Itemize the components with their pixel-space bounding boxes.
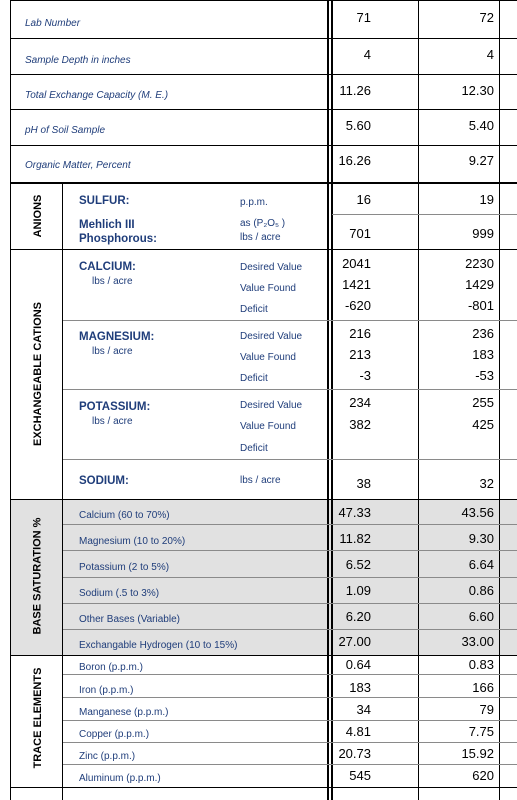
magnesium-desired-2: 236 <box>472 326 494 341</box>
trace-zinc-label: Zinc (p.p.m.) <box>79 751 136 762</box>
sample-depth-value-2: 4 <box>486 47 494 62</box>
magnesium-label: MAGNESIUM: <box>79 331 155 343</box>
base-saturation-side-label: BASE SATURATION % <box>31 517 44 635</box>
ph-label: pH of Soil Sample <box>25 125 106 136</box>
magnesium-deficit-1: -3 <box>359 368 371 383</box>
trace-boron-label: Boron (p.p.m.) <box>79 662 143 673</box>
trace-aluminum-value-1: 545 <box>349 768 371 783</box>
trace-manganese-value-2: 79 <box>479 702 494 717</box>
potassium-found-2: 425 <box>472 417 494 432</box>
trace-zinc-value-1: 20.73 <box>338 746 371 761</box>
magnesium-unit: lbs / acre <box>92 346 133 357</box>
bs-other-label: Other Bases (Variable) <box>79 614 180 625</box>
label-value-divider-1 <box>327 0 329 800</box>
potassium-found-label: Value Found <box>240 421 296 432</box>
bs-sodium-value-2: 0.86 <box>468 583 494 598</box>
sodium-label: SODIUM: <box>79 475 129 487</box>
calcium-deficit-label: Deficit <box>240 304 268 315</box>
lab-number-value-2: 72 <box>479 10 494 25</box>
phosphorous-unit-2: lbs / acre <box>240 232 281 243</box>
bs-magnesium-label: Magnesium (10 to 20%) <box>79 536 186 547</box>
trace-copper-label: Copper (p.p.m.) <box>79 729 150 740</box>
phosphorous-label-1: Mehlich III <box>79 219 135 231</box>
exchange-capacity-value-1: 11.26 <box>339 83 371 98</box>
trace-aluminum-label: Aluminum (p.p.m.) <box>79 773 161 784</box>
magnesium-desired-label: Desired Value <box>240 331 303 342</box>
sodium-value-2: 32 <box>479 476 494 491</box>
sodium-unit: lbs / acre <box>240 475 281 486</box>
organic-matter-value-2: 9.27 <box>468 153 494 168</box>
trace-copper-value-1: 4.81 <box>345 724 371 739</box>
bs-magnesium-value-1: 11.82 <box>339 531 371 546</box>
trace-iron-value-1: 183 <box>349 680 371 695</box>
bs-calcium-value-2: 43.56 <box>461 505 494 520</box>
calcium-deficit-2: -801 <box>467 298 494 313</box>
potassium-desired-label: Desired Value <box>240 400 303 411</box>
magnesium-found-2: 183 <box>472 347 494 362</box>
magnesium-deficit-2: -53 <box>475 368 494 383</box>
magnesium-found-1: 213 <box>349 347 371 362</box>
organic-matter-label: Organic Matter, Percent <box>25 160 131 171</box>
calcium-unit: lbs / acre <box>92 276 133 287</box>
lab-number-label: Lab Number <box>25 18 81 29</box>
bs-potassium-value-1: 6.52 <box>345 557 371 572</box>
bs-calcium-value-1: 47.33 <box>338 505 371 520</box>
potassium-label: POTASSIUM: <box>79 401 151 413</box>
trace-zinc-value-2: 15.92 <box>461 746 494 761</box>
value-column-divider-2 <box>499 0 500 800</box>
trace-aluminum-value-2: 620 <box>472 768 494 783</box>
label-value-divider-2 <box>331 0 333 800</box>
bs-hydrogen-value-2: 33.00 <box>461 634 494 649</box>
magnesium-desired-1: 216 <box>349 326 371 341</box>
bs-sodium-value-1: 1.09 <box>345 583 371 598</box>
calcium-desired-1: 2041 <box>342 256 371 271</box>
potassium-desired-1: 234 <box>349 395 371 410</box>
bs-sodium-label: Sodium (.5 to 3%) <box>79 588 160 599</box>
table-left-border <box>10 0 11 800</box>
bs-calcium-label: Calcium (60 to 70%) <box>79 510 170 521</box>
trace-elements-side-label: TRACE ELEMENTS <box>32 667 44 769</box>
sample-depth-label: Sample Depth in inches <box>25 55 131 66</box>
calcium-found-2: 1429 <box>465 277 494 292</box>
sodium-value-1: 38 <box>356 476 371 491</box>
lab-number-value-1: 71 <box>356 10 371 25</box>
trace-iron-label: Iron (p.p.m.) <box>79 685 134 696</box>
calcium-desired-label: Desired Value <box>240 262 303 273</box>
ph-value-2: 5.40 <box>468 118 494 133</box>
calcium-desired-2: 2230 <box>465 256 494 271</box>
potassium-found-1: 382 <box>349 417 371 432</box>
bs-hydrogen-value-1: 27.00 <box>338 634 371 649</box>
potassium-desired-2: 255 <box>472 395 494 410</box>
magnesium-found-label: Value Found <box>240 352 296 363</box>
calcium-label: CALCIUM: <box>79 261 136 273</box>
magnesium-deficit-label: Deficit <box>240 373 268 384</box>
ph-value-1: 5.60 <box>345 118 371 133</box>
bs-hydrogen-label: Exchangable Hydrogen (10 to 15%) <box>79 640 238 651</box>
bs-other-value-2: 6.60 <box>468 609 494 624</box>
bs-other-value-1: 6.20 <box>345 609 371 624</box>
calcium-found-label: Value Found <box>240 283 296 294</box>
trace-manganese-value-1: 34 <box>356 702 371 717</box>
bs-potassium-label: Potassium (2 to 5%) <box>79 562 170 573</box>
trace-iron-value-2: 166 <box>472 680 494 695</box>
anions-side-label: ANIONS <box>32 194 44 238</box>
side-column-divider <box>62 183 63 800</box>
exchange-capacity-label: Total Exchange Capacity (M. E.) <box>25 90 169 101</box>
cations-side-label: EXCHANGEABLE CATIONS <box>32 301 44 447</box>
trace-boron-value-1: 0.64 <box>345 657 371 672</box>
trace-manganese-label: Manganese (p.p.m.) <box>79 707 169 718</box>
calcium-deficit-1: -620 <box>344 298 371 313</box>
trace-boron-value-2: 0.83 <box>468 657 494 672</box>
exchange-capacity-value-2: 12.30 <box>461 83 494 98</box>
phosphorous-unit-1: as (P₂O₅ ) <box>240 218 286 229</box>
bs-potassium-value-2: 6.64 <box>468 557 494 572</box>
sulfur-unit: p.p.m. <box>240 197 268 208</box>
potassium-unit: lbs / acre <box>92 416 133 427</box>
value-column-divider <box>418 0 419 800</box>
sulfur-value-1: 16 <box>356 192 371 207</box>
organic-matter-value-1: 16.26 <box>338 153 371 168</box>
phosphorous-label-2: Phosphorous: <box>79 233 157 245</box>
sample-depth-value-1: 4 <box>363 47 371 62</box>
potassium-deficit-label: Deficit <box>240 443 268 454</box>
bs-magnesium-value-2: 9.30 <box>468 531 494 546</box>
sulfur-value-2: 19 <box>479 192 494 207</box>
trace-copper-value-2: 7.75 <box>468 724 494 739</box>
sulfur-label: SULFUR: <box>79 195 130 207</box>
phosphorous-value-2: 999 <box>472 226 494 241</box>
phosphorous-value-1: 701 <box>349 226 371 241</box>
calcium-found-1: 1421 <box>342 277 371 292</box>
